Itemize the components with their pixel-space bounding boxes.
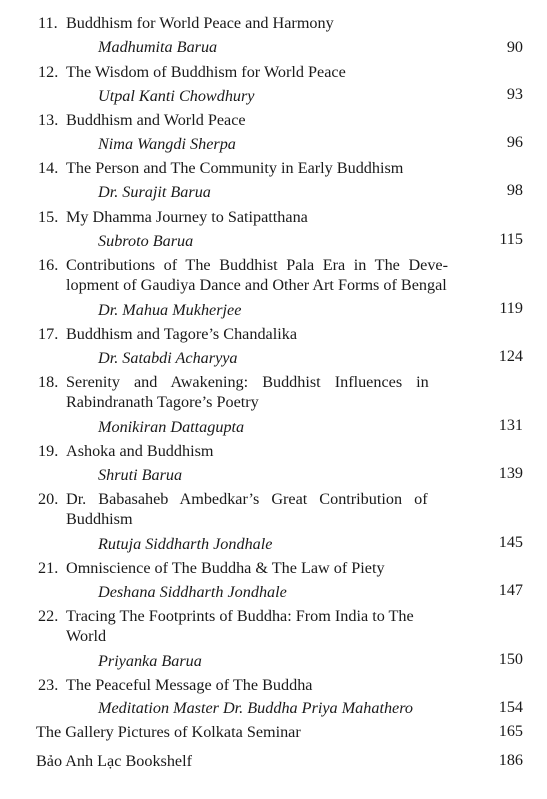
toc-entry-15-author: Subroto Barua bbox=[98, 232, 194, 250]
entry-title: The Wisdom of Buddhism for World Peace bbox=[66, 63, 346, 81]
toc-gallery-title: The Gallery Pictures of Kolkata Seminar bbox=[36, 723, 301, 741]
toc-entry-19-page: 139 bbox=[498, 464, 523, 482]
entry-number: 12. bbox=[38, 63, 59, 81]
toc-entry-20-title-line1 bbox=[38, 489, 448, 510]
toc-entry-22-page: 150 bbox=[498, 650, 523, 668]
toc-entry-20-author: Rutuja Siddharth Jondhale bbox=[98, 535, 273, 553]
entry-number: 13. bbox=[38, 111, 59, 129]
toc-entry-12-title bbox=[38, 62, 448, 83]
entry-number: 14. bbox=[38, 159, 59, 177]
entry-number: 16. bbox=[38, 256, 59, 274]
toc-entry-18-page: 131 bbox=[498, 416, 523, 434]
toc-entry-21-title bbox=[38, 558, 448, 579]
toc-entry-16-title-line2: lopment of Gaudiya Dance and Other Art Forms of Bengal bbox=[66, 276, 447, 294]
toc-entry-11-author: Madhumita Barua bbox=[98, 38, 218, 56]
toc-entry-18-author: Monikiran Dattagupta bbox=[98, 418, 245, 436]
toc-entry-16-page: 119 bbox=[499, 299, 523, 317]
toc-entry-11-title bbox=[38, 13, 448, 34]
entry-number: 15. bbox=[38, 208, 59, 226]
entry-title: The Peaceful Message of The Buddha bbox=[66, 676, 313, 694]
toc-entry-13-page: 96 bbox=[506, 133, 523, 151]
entry-title: The Person and The Community in Early Buddhism bbox=[66, 159, 404, 177]
entry-number: 11. bbox=[38, 14, 58, 32]
toc-entry-15-title bbox=[38, 207, 448, 228]
toc-entry-14-author: Dr. Surajit Barua bbox=[98, 183, 211, 201]
entry-title: Serenity and Awakening: Buddhist Influences in bbox=[66, 373, 429, 391]
toc-entry-23-title bbox=[38, 675, 448, 696]
toc-entry-17-title bbox=[38, 324, 448, 345]
toc-entry-11-page: 90 bbox=[506, 38, 523, 56]
toc-entry-18-title-line2: Rabindranath Tagore’s Poetry bbox=[66, 393, 259, 411]
toc-entry-23-page: 154 bbox=[498, 698, 523, 716]
entry-number: 20. bbox=[38, 490, 59, 508]
entry-title: Buddhism and Tagore’s Chandalika bbox=[66, 325, 298, 343]
entry-number: 21. bbox=[38, 559, 59, 577]
toc-entry-17-author: Dr. Satabdi Acharyya bbox=[98, 349, 238, 367]
entry-number: 18. bbox=[38, 373, 59, 391]
entry-title: Buddhism and World Peace bbox=[66, 111, 246, 129]
toc-entry-14-page: 98 bbox=[506, 181, 523, 199]
entry-number: 22. bbox=[38, 607, 59, 625]
toc-bookshelf-page: 186 bbox=[498, 751, 523, 769]
entry-title: Tracing The Footprints of Buddha: From India to The bbox=[66, 607, 414, 625]
toc-entry-16-title-line1 bbox=[38, 255, 448, 276]
toc-entry-19-title bbox=[38, 441, 448, 462]
toc-entry-16-author: Dr. Mahua Mukherjee bbox=[98, 301, 242, 319]
toc-entry-21-page: 147 bbox=[498, 581, 523, 599]
entry-title: Contributions of The Buddhist Pala Era in The Deve- bbox=[66, 256, 448, 274]
toc-gallery-page: 165 bbox=[498, 722, 523, 740]
entry-title: Ashoka and Buddhism bbox=[66, 442, 214, 460]
toc-entry-18-title-line1 bbox=[38, 372, 448, 393]
toc-entry-12-page: 93 bbox=[506, 85, 523, 103]
toc-entry-13-title bbox=[38, 110, 448, 131]
entry-title: Dr. Babasaheb Ambedkar’s Great Contribution of bbox=[66, 490, 428, 508]
entry-title: Omniscience of The Buddha & The Law of Piety bbox=[66, 559, 385, 577]
entry-number: 17. bbox=[38, 325, 59, 343]
entry-number: 23. bbox=[38, 676, 59, 694]
toc-entry-22-author: Priyanka Barua bbox=[98, 652, 202, 670]
toc-entry-22-title-line2: World bbox=[66, 627, 107, 645]
toc-entry-21-author: Deshana Siddharth Jondhale bbox=[98, 583, 287, 601]
toc-entry-20-page: 145 bbox=[498, 533, 523, 551]
toc-entry-14-title bbox=[38, 158, 448, 179]
toc-entry-13-author: Nima Wangdi Sherpa bbox=[98, 135, 236, 153]
toc-entry-23-author: Meditation Master Dr. Buddha Priya Mahathero bbox=[98, 699, 414, 717]
toc-bookshelf-title: Bảo Anh Lạc Bookshelf bbox=[36, 752, 193, 770]
toc-entry-17-page: 124 bbox=[498, 347, 523, 365]
toc-entry-12-author: Utpal Kanti Chowdhury bbox=[98, 87, 255, 105]
toc-entry-15-page: 115 bbox=[499, 230, 523, 248]
entry-title: Buddhism for World Peace and Harmony bbox=[66, 14, 334, 32]
toc-entry-20-title-line2: Buddhism bbox=[66, 510, 133, 528]
entry-title: My Dhamma Journey to Satipatthana bbox=[66, 208, 308, 226]
entry-number: 19. bbox=[38, 442, 59, 460]
toc-entry-19-author: Shruti Barua bbox=[98, 466, 183, 484]
toc-entry-22-title-line1 bbox=[38, 606, 448, 627]
